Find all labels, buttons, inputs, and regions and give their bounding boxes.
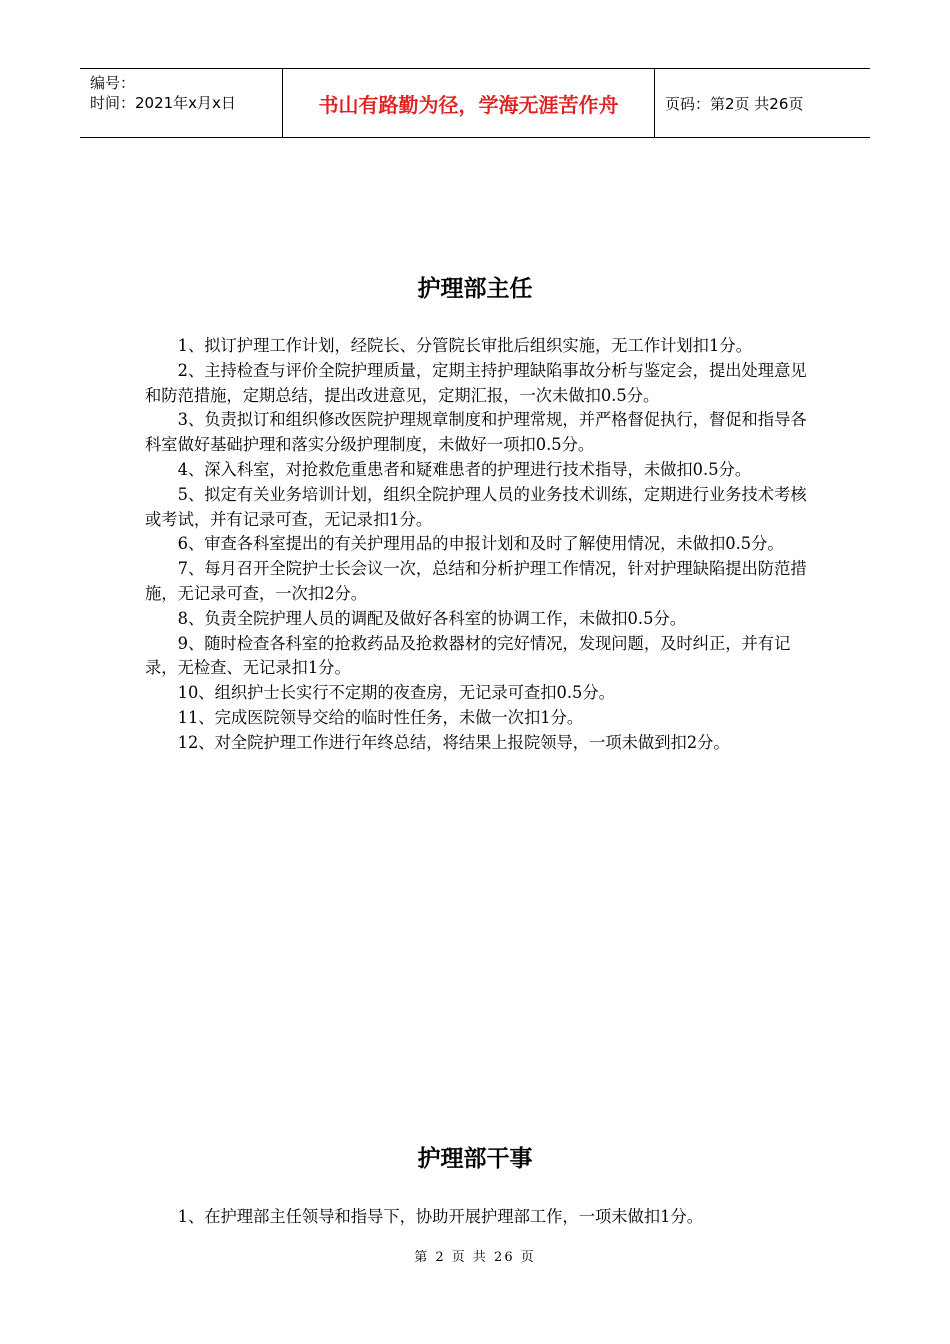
page-header <box>80 68 870 138</box>
header-motto: 书山有路勤为径，学海无涯苦作舟 <box>282 69 655 137</box>
duty-item: 12、对全院护理工作进行年终总结，将结果上报院领导，一项未做到扣2分。 <box>177 732 730 752</box>
director-duties <box>145 334 807 756</box>
section-title-director: 护理部主任 <box>417 276 533 302</box>
officer-duties <box>145 1205 807 1230</box>
duty-item: 2、主持检查与评价全院护理质量，定期主持护理缺陷事故分析与鉴定会，提出处理意见和防范措施，定期总结，提出改进意见，定期汇报，一次未做扣0.5分。 <box>145 360 807 405</box>
duty-item: 1、在护理部主任领导和指导下，协助开展护理部工作，一项未做扣1分。 <box>177 1207 704 1226</box>
duty-item: 11、完成医院领导交给的临时性任务，未做一次扣1分。 <box>177 707 584 727</box>
section-title-officer: 护理部干事 <box>417 1146 533 1172</box>
number-label: 编号： <box>90 74 136 92</box>
page-footer: 第 2 页 共 26 页 <box>414 1250 536 1265</box>
duty-item: 10、组织护士长实行不定期的夜查房，无记录可查扣0.5分。 <box>177 683 615 703</box>
duty-item: 1、拟订护理工作计划，经院长、分管院长审批后组织实施，无工作计划扣1分。 <box>177 336 752 355</box>
duty-item: 9、随时检查各科室的抢救药品及抢救器材的完好情况，发现问题，及时纠正，并有记录，无检查、无记录扣1分。 <box>145 633 791 678</box>
duty-item: 8、负责全院护理人员的调配及做好各科室的协调工作，未做扣0.5分。 <box>177 608 687 628</box>
header-meta <box>80 69 282 137</box>
duty-item: 6、审查各科室提出的有关护理用品的申报计划和及时了解使用情况，未做扣0.5分。 <box>177 534 784 554</box>
header-page-info: 页码：第2页 共26页 <box>665 94 804 113</box>
duty-item: 7、每月召开全院护士长会议一次，总结和分析护理工作情况，针对护理缺陷提出防范措施，无记录可查，一次扣2分。 <box>145 559 807 603</box>
duty-item: 4、深入科室，对抢救危重患者和疑难患者的护理进行技术指导，未做扣0.5分。 <box>177 459 752 479</box>
time-label: 时间：2021年x月x日 <box>90 94 236 112</box>
duty-item: 5、拟定有关业务培训计划，组织全院护理人员的业务技术训练，定期进行业务技术考核或考试，并有记录可查，无记录扣1分。 <box>145 484 807 529</box>
duty-item: 3、负责拟订和组织修改医院护理规章制度和护理常规，并严格督促执行，督促和指导各科室做好基础护理和落实分级护理制度，未做好一项扣0.5分。 <box>145 410 807 455</box>
